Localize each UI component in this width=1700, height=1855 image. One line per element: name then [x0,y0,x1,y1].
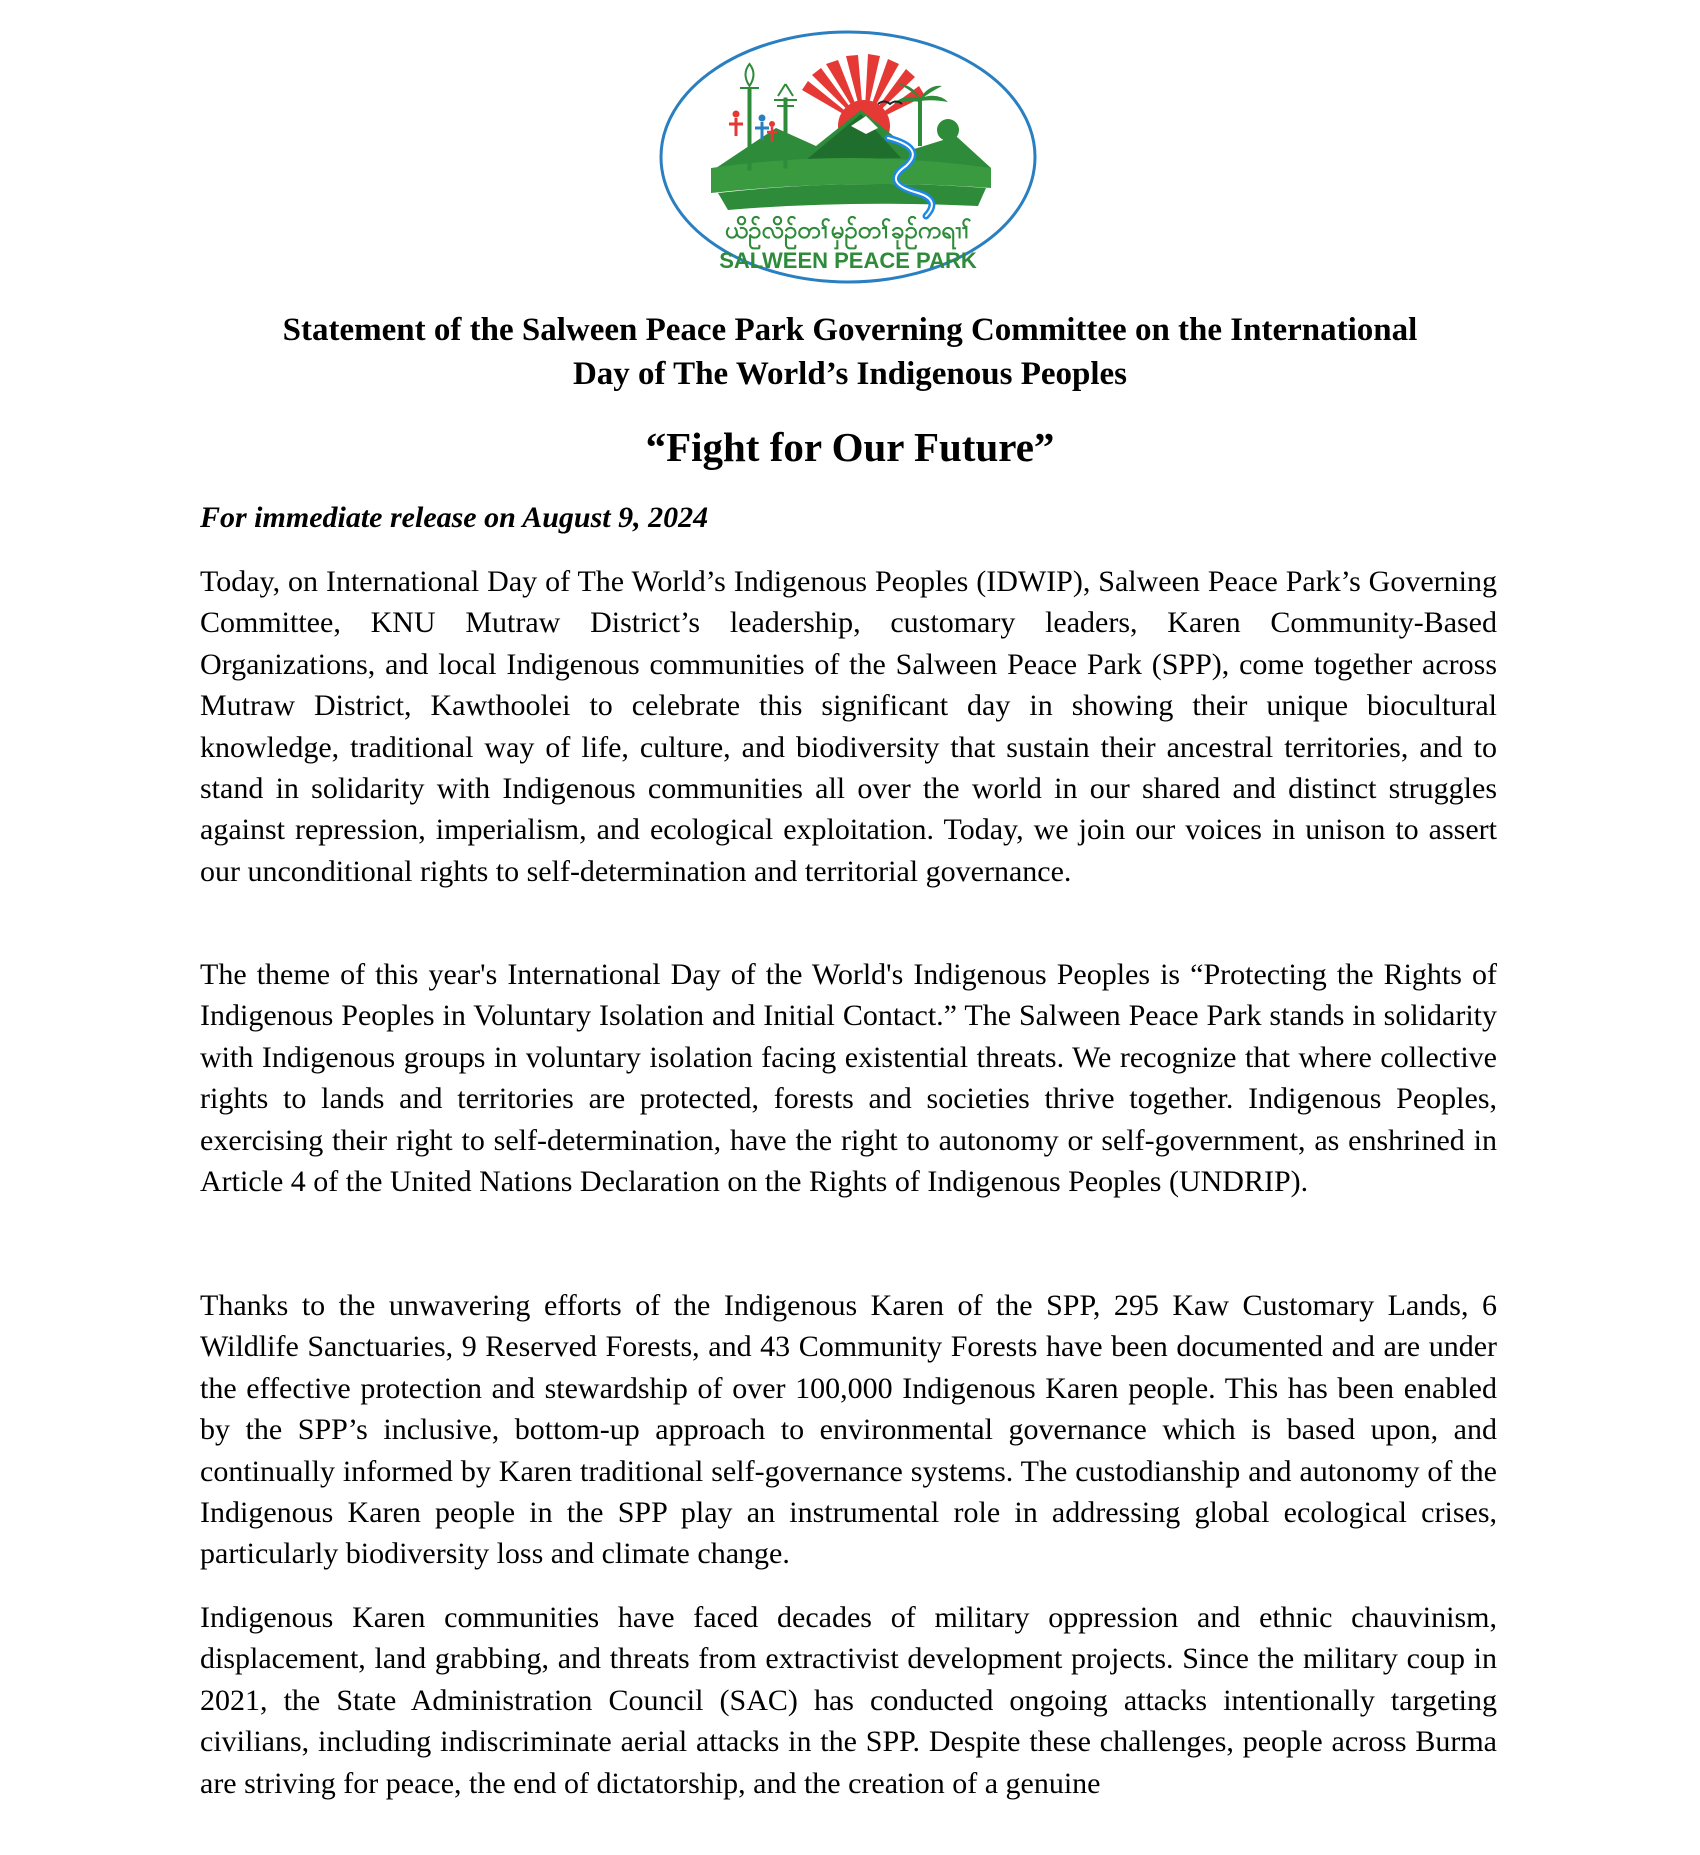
logo-name: SALWEEN PEACE PARK [719,248,977,273]
body-paragraph-3: Thanks to the unwavering efforts of the Indigenous Karen of the SPP, 295 Kaw Customary Lands, 6 Wildlife Sanctuaries, 9 Reserved Forests, and 43 Community Forests have been documented and are under the effective protection and stewardship of over 100,000 Indigenous Karen people. This has been enabled by the SPP’s inclusive, bottom-up approach to environmental governance which is based upon, and continually informed by Karen traditional self-governance systems. The custodianship and autonomy of the Indigenous Karen people in the SPP play an instrumental role in addressing global ecological crises, particularly biodiversity loss and climate change. [200,1289,1497,1571]
release-date: For immediate release on August 9, 2024 [200,501,709,534]
body-paragraph-4: Indigenous Karen communities have faced decades of military oppression and ethnic chauvinism, displacement, land grabbing, and threats from extractivist development projects. Since the military coup in 2021, the State Administration Council (SAC) has conducted ongoing attacks intentionally targeting civilians, including indiscriminate aerial attacks in the SPP. Despite these challenges, people across Burma are striving for peace, the end of dictatorship, and the creation of a genuine [200,1601,1497,1800]
body-paragraph-1: Today, on International Day of The World’s Indigenous Peoples (IDWIP), Salween Peace Park’s Governing Committee, KNU Mutraw District’s leadership, customary leaders, Karen Community-Based Organizations, and local Indigenous communities of the Salween Peace Park (SPP), come together across Mutraw District, Kawthoolei to celebrate this significant day in showing their unique biocultural knowledge, traditional way of life, culture, and biodiversity that sustain their ancestral territories, and to stand in solidarity with Indigenous communities all over the world in our shared and distinct struggles against repression, imperialism, and ecological exploitation. Today, we join our voices in unison to assert our unconditional rights to self-determination and territorial governance. [200,565,1497,888]
statement-title-line-2: Day of The World’s Indigenous Peoples [572,356,1128,392]
statement-subtitle: “Fight for Our Future” [645,424,1055,470]
body-paragraph-2: The theme of this year's International Day of the World's Indigenous Peoples is “Protecting the Rights of Indigenous Peoples in Voluntary Isolation and Initial Contact.” The Salween Peace Park stands in solidarity with Indigenous groups in voluntary isolation facing existential threats. We recognize that where collective rights to lands and territories are protected, forests and societies thrive together. Indigenous Peoples, exercising their right to self-determination, have the right to autonomy or self-government, as enshrined in Article 4 of the United Nations Declaration on the Rights of Indigenous Peoples (UNDRIP). [200,958,1497,1199]
statement-title-line-1: Statement of the Salween Peace Park Governing Committee on the International [282,312,1418,348]
statement-title [200,308,1500,396]
salween-peace-park-logo [656,28,1040,286]
logo-script-text: ယိဉ်လိဉ်တၢ်မှဉ်တၢ်ခုဉ်ကရၢၢ် [724,216,972,244]
